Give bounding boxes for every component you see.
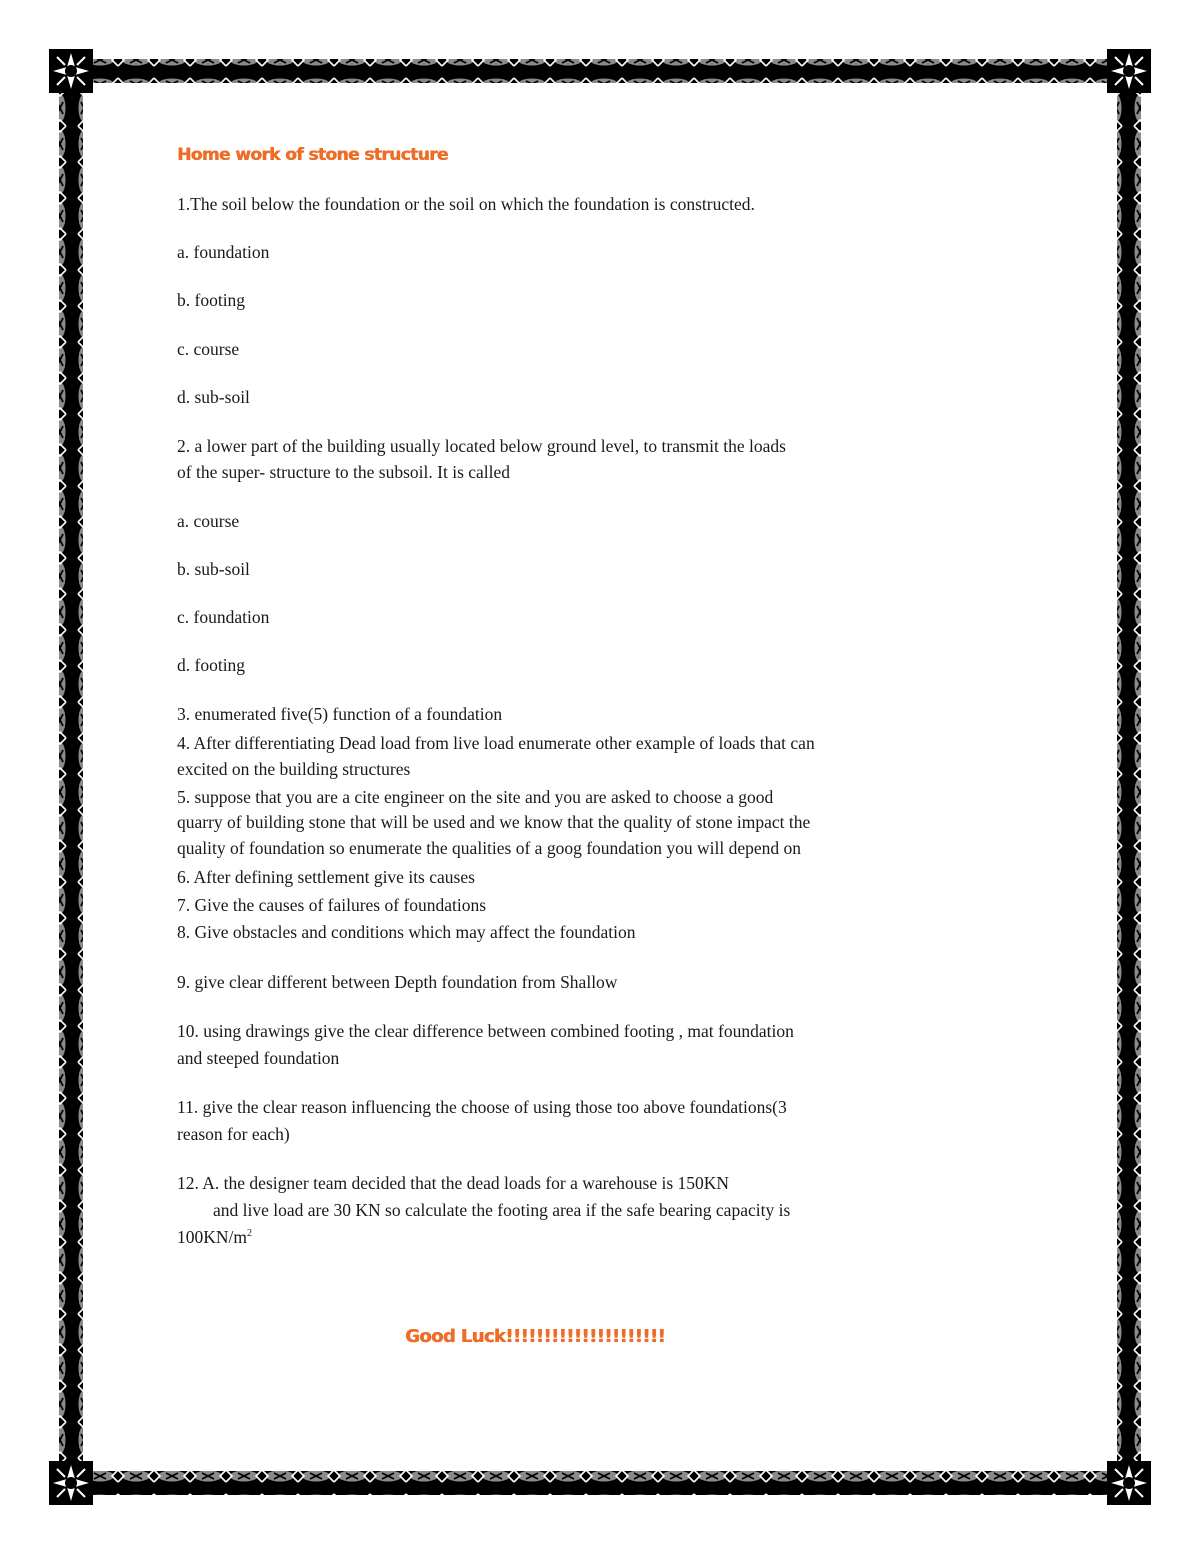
- question-2-option-a: a. course: [177, 511, 240, 531]
- question-3: 3. enumerated five(5) function of a foundation: [177, 704, 503, 724]
- question-12-line-1: 12. A. the designer team decided that the dead loads for a warehouse is 150KN: [177, 1173, 730, 1193]
- question-5-line-3: quality of foundation so enumerate the qualities of a goog foundation you will depend on: [177, 838, 802, 858]
- closing-message: Good Luck!!!!!!!!!!!!!!!!!!!!!: [405, 1326, 665, 1347]
- question-5-line-2: quarry of building stone that will be used and we know that the quality of stone impact the: [177, 812, 811, 832]
- question-1-option-b: b. footing: [177, 290, 246, 310]
- question-1: 1.The soil below the foundation or the soil on which the foundation is constructed.: [177, 194, 755, 214]
- question-12-unit: 100KN/m: [177, 1227, 247, 1247]
- question-2-option-b: b. sub-soil: [177, 559, 250, 579]
- question-11-line-2: reason for each): [177, 1124, 290, 1144]
- question-1-option-d: d. sub-soil: [177, 387, 250, 407]
- corner-ornament-icon: [1107, 1461, 1151, 1505]
- question-10-line-1: 10. using drawings give the clear difference between combined footing , mat foundation: [177, 1021, 794, 1041]
- question-1-option-c: c. course: [177, 339, 240, 359]
- question-11-line-1: 11. give the clear reason influencing the choose of using those too above foundations(3: [177, 1097, 787, 1117]
- question-6: 6. After defining settlement give its causes: [177, 867, 475, 887]
- question-2-option-c: c. foundation: [177, 607, 270, 627]
- question-5-line-1: 5. suppose that you are a cite engineer on the site and you are asked to choose a good: [177, 787, 774, 807]
- question-2-line-2: of the super- structure to the subsoil. It is called: [177, 462, 511, 482]
- question-12-line-2: and live load are 30 KN so calculate the footing area if the safe bearing capacity is: [213, 1200, 791, 1220]
- question-12-superscript: 2: [247, 1228, 252, 1239]
- question-4-line-2: excited on the building structures: [177, 759, 411, 779]
- question-12-line-3: [177, 1224, 977, 1250]
- question-1-option-a: a. foundation: [177, 242, 270, 262]
- corner-ornament-icon: [1107, 49, 1151, 93]
- page-title: Home work of stone structure: [177, 145, 448, 165]
- corner-ornament-icon: [49, 49, 93, 93]
- question-2-line-1: 2. a lower part of the building usually located below ground level, to transmit the loads: [177, 436, 786, 456]
- question-8: 8. Give obstacles and conditions which may affect the foundation: [177, 922, 636, 942]
- question-4-line-1: 4. After differentiating Dead load from live load enumerate other example of loads that can: [177, 733, 815, 753]
- question-7: 7. Give the causes of failures of foundations: [177, 895, 487, 915]
- corner-ornament-icon: [49, 1461, 93, 1505]
- question-10-line-2: and steeped foundation: [177, 1048, 340, 1068]
- question-2-option-d: d. footing: [177, 655, 246, 675]
- question-9: 9. give clear different between Depth foundation from Shallow: [177, 972, 618, 992]
